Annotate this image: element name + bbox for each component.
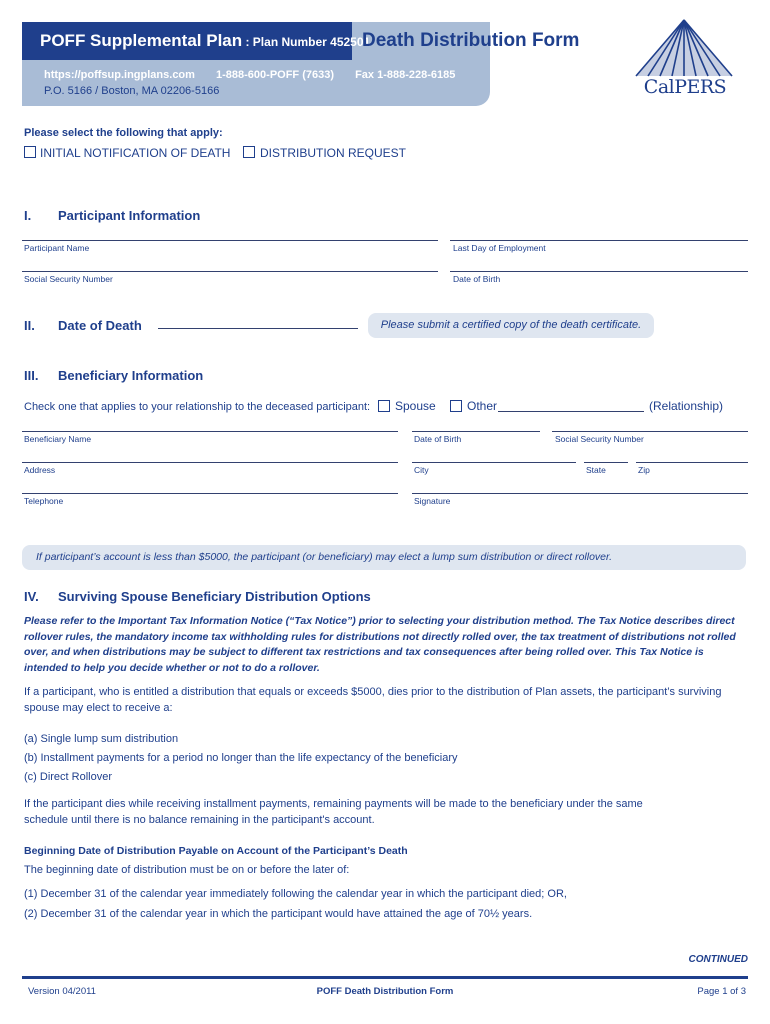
last-day-employment-field[interactable] <box>450 240 748 241</box>
address-field[interactable] <box>22 462 398 463</box>
beginning-date-paragraph: The beginning date of distribution must be on or before the later of: <box>24 864 350 876</box>
zip-label: Zip <box>638 465 650 475</box>
section-1-number: I. <box>24 208 32 223</box>
tax-notice-paragraph: Please refer to the Important Tax Information Notice (“Tax Notice”) prior to selecting your distribution method. The Tax Notice describes direct rollover rules, the mandatory income tax withholding rules for distributions not directly rolled over, the tax treatment of distributions not rolled over, and when distributions may be subject to different tax restrictions and tax consequences after being rolled over. This Tax Notice is intended to help you decide whether or not to do a rollover. <box>24 615 736 674</box>
option-c: (c) Direct Rollover <box>24 771 113 783</box>
spouse-checkbox[interactable] <box>378 400 390 412</box>
section-3-title: Beneficiary Information <box>58 368 204 383</box>
continued-label: CONTINUED <box>688 954 748 965</box>
section-2-number: II. <box>24 318 35 333</box>
beneficiary-ssn-field[interactable] <box>552 431 748 432</box>
spouse-label: Spouse <box>395 399 436 413</box>
contact-line <box>44 69 473 81</box>
section-1-title: Participant Information <box>58 208 201 223</box>
participant-dob-field[interactable] <box>450 271 748 272</box>
option-b: (b) Installment payments for a period no longer than the life expectancy of the beneficiary <box>24 752 458 764</box>
address-label: Address <box>24 465 56 475</box>
participant-ssn-label: Social Security Number <box>24 274 113 284</box>
participant-name-label: Participant Name <box>24 243 90 253</box>
mailing-address: P.O. 5166 / Boston, MA 02206-5166 <box>44 85 220 97</box>
other-label: Other <box>467 399 498 413</box>
signature-label: Signature <box>414 496 451 506</box>
last-day-employment-label: Last Day of Employment <box>453 243 546 253</box>
section-4-number: IV. <box>24 589 39 604</box>
section-2-title: Date of Death <box>58 318 142 333</box>
relationship-field[interactable] <box>498 411 644 412</box>
option-a: (a) Single lump sum distribution <box>24 733 179 745</box>
distribution-request-checkbox[interactable] <box>243 146 255 158</box>
relationship-label: (Relationship) <box>649 399 724 413</box>
fax-number: Fax 1-888-228-6185 <box>355 69 456 81</box>
beneficiary-dob-label: Date of Birth <box>414 434 462 444</box>
beneficiary-dob-field[interactable] <box>412 431 540 432</box>
beneficiary-ssn-label: Social Security Number <box>555 434 644 444</box>
installment-paragraph: If the participant dies while receiving installment payments, remaining payments will be made to the beneficiary under the same schedule until there is no balance remaining in the participant's account. <box>24 798 643 826</box>
plan-number: : Plan Number 452501 <box>242 35 371 49</box>
signature-field[interactable] <box>412 493 748 494</box>
participant-name-field[interactable] <box>22 240 438 241</box>
section-4-title: Surviving Spouse Beneficiary Distribution Options <box>58 589 371 604</box>
section-3-number: III. <box>24 368 39 383</box>
state-field[interactable] <box>584 462 628 463</box>
beneficiary-name-label: Beneficiary Name <box>24 434 92 444</box>
page-number: Page 1 of 3 <box>697 986 746 997</box>
spouse-election-paragraph: If a participant, who is entitled a distribution that equals or exceeds $5000, dies prior to the distribution of Plan assets, the participant’s surviving spouse may elect to receive a: <box>24 686 722 714</box>
version-label: Version 04/2011 <box>28 986 96 997</box>
telephone-field[interactable] <box>22 493 398 494</box>
footer-divider <box>22 976 748 979</box>
telephone-label: Telephone <box>24 496 64 506</box>
website-link[interactable]: https://poffsup.ingplans.com <box>44 69 195 81</box>
participant-ssn-field[interactable] <box>22 271 438 272</box>
city-label: City <box>414 465 429 475</box>
state-label: State <box>586 465 606 475</box>
other-checkbox[interactable] <box>450 400 462 412</box>
initial-notification-checkbox[interactable] <box>24 146 36 158</box>
distribution-request-label: DISTRIBUTION REQUEST <box>260 146 407 160</box>
date-of-death-field[interactable] <box>158 328 358 329</box>
participant-dob-label: Date of Birth <box>453 274 501 284</box>
zip-field[interactable] <box>636 462 748 463</box>
city-field[interactable] <box>412 462 576 463</box>
phone-number: 1-888-600-POFF (7633) <box>216 69 334 81</box>
plan-title: POFF Supplemental Plan : Plan Number 452501 <box>22 22 352 60</box>
calpers-logo-text: CalPERS <box>643 76 727 98</box>
beginning-date-subhead: Beginning Date of Distribution Payable on Account of the Participant’s Death <box>24 845 408 857</box>
calpers-logo-icon <box>628 18 740 80</box>
footer-form-name: POFF Death Distribution Form <box>316 986 454 997</box>
form-title: Death Distribution Form <box>362 30 580 51</box>
beneficiary-name-field[interactable] <box>22 431 398 432</box>
lump-sum-note: If participant’s account is less than $5000, the participant (or beneficiary) may elect a lump sum distribution or direct rollover. <box>22 545 746 570</box>
death-certificate-note: Please submit a certified copy of the death certificate. <box>368 313 654 338</box>
relationship-prompt: Check one that applies to your relationship to the deceased participant: <box>24 401 371 413</box>
initial-notification-label: INITIAL NOTIFICATION OF DEATH <box>40 146 231 160</box>
date-item-2: (2) December 31 of the calendar year in which the participant would have attained the age of 70½ years. <box>24 908 533 920</box>
date-item-1: (1) December 31 of the calendar year immediately following the calendar year in which the participant died; OR, <box>24 888 567 900</box>
select-label: Please select the following that apply: <box>24 127 223 139</box>
